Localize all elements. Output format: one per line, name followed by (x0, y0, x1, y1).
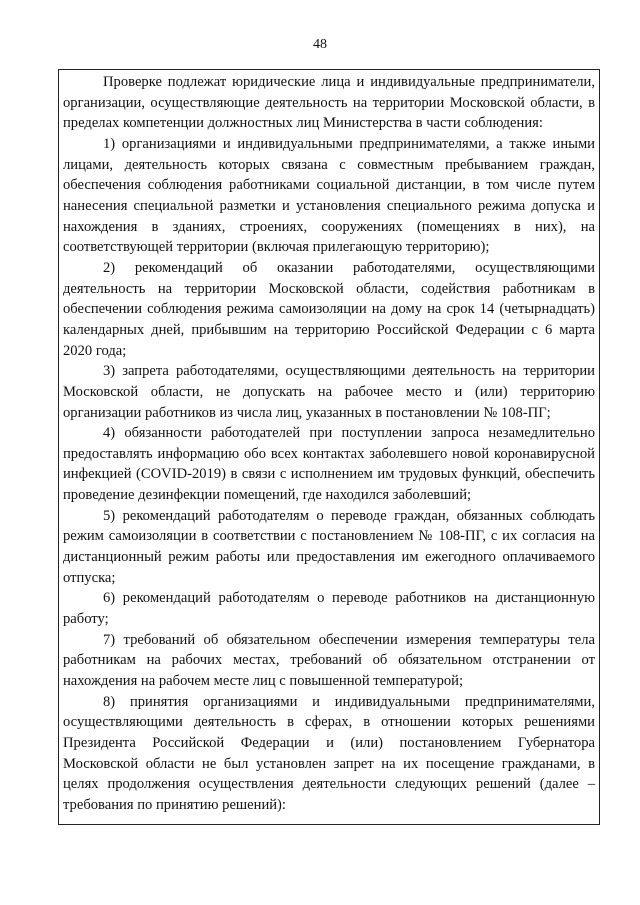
document-body (59, 72, 599, 816)
list-item-4: 4) обязанности работодателей при поступлении запроса незамедлительно предоставлять информацию обо всех контактах заболевшего новой коронавирусной инфекцией (COVID-2019) в связи с исполнением им трудовых функций, обеспечить проведение дезинфекции помещений, где находился заболевший; (63, 425, 595, 504)
list-item-7: 7) требований об обязательном обеспечении измерения температуры тела работникам на рабочих местах, требований об обязательном отстранении от нахождения на рабочем месте лиц с повышенной температурой; (63, 631, 595, 690)
list-item-1: 1) организациями и индивидуальными предпринимателями, а также иными лицами, деятельность которых связана с совместным пребыванием граждан, обеспечения соблюдения работниками социальной дистанции, в том числе путем нанесения специальной разметки и установления специального режима допуска и нахождения в зданиях, строениях, сооружениях (помещениях в них), на соответствующей территории (включая прилегающую территорию); (63, 135, 595, 256)
intro-paragraph: Проверке подлежат юридические лица и индивидуальные предприниматели, организации, осуществляющие деятельность на территории Московской области, в пределах компетенции должностных лиц Министерства в части соблюдения: (63, 74, 595, 132)
list-item-8: 8) принятия организациями и индивидуальными предпринимателями, осуществляющими деятельность в сферах, в отношении которых решениями Президента Российской Федерации и (или) постановлением Губернатора Московской области не был установлен запрет на их посещение гражданами, в целях продолжения осуществления деятельности следующих решений (далее – требования по принятию решений): (63, 693, 595, 813)
page-number: 48 (313, 37, 327, 52)
list-item-3: 3) запрета работодателями, осуществляющими деятельность на территории Московской области, не допускать на рабочее место и (или) территорию организации работников из числа лиц, указанных в постановлении № 108-ПГ; (63, 363, 595, 421)
list-item-5: 5) рекомендаций работодателям о переводе граждан, обязанных соблюдать режим самоизоляции в соответствии с постановлением № 108-ПГ, с их согласия на дистанционный режим работы или предоставления им ежегодного оплачиваемого отпуска; (63, 507, 595, 586)
list-item-6: 6) рекомендаций работодателям о переводе работников на дистанционную работу; (63, 590, 595, 628)
text-frame (58, 69, 600, 825)
list-item-2: 2) рекомендаций об оказании работодателями, осуществляющими деятельность на территории Московской области, содействия работникам в обеспечении соблюдения режима самоизоляции на дому на срок 14 (четырнадцать) календарных дней, прибывшим на территорию Российской Федерации с 6 марта 2020 года; (63, 259, 595, 359)
